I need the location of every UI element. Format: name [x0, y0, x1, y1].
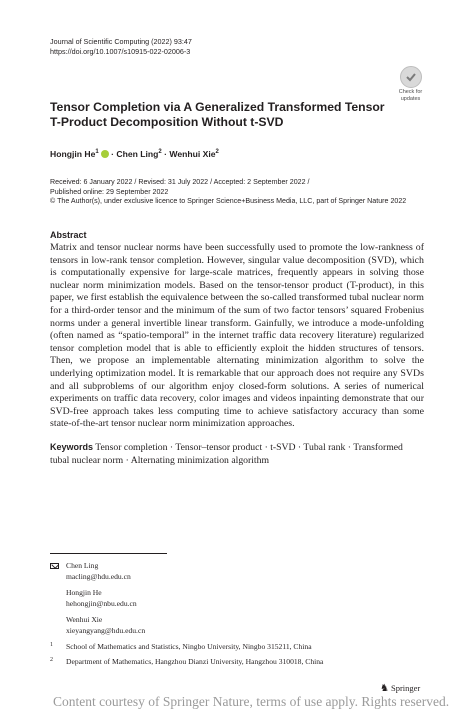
contact-email[interactable]: xieyangyang@hdu.edu.cn — [66, 625, 146, 635]
journal-header — [50, 37, 192, 56]
journal-citation: Journal of Scientific Computing (2022) 93:47 — [50, 37, 192, 46]
keywords-label: Keywords — [50, 442, 94, 452]
contact-entry — [50, 588, 145, 609]
contact-block — [50, 561, 145, 636]
title-line-1: Tensor Completion via A Generalized Transformed Tensor — [50, 100, 385, 114]
check-updates-icon — [400, 66, 422, 88]
affiliation-text: Department of Mathematics, Hangzhou Dianzi University, Hangzhou 310018, China — [66, 657, 324, 666]
contact-entry — [50, 615, 145, 636]
author-name[interactable]: Hongjin He — [50, 149, 96, 159]
copyright-line: © The Author(s), under exclusive licence to Springer Science+Business Media, LLC, part of Springer Nature 2022 — [50, 197, 407, 206]
author-separator: · — [111, 149, 114, 159]
abstract-heading: Abstract — [50, 230, 87, 240]
abstract-text: Matrix and tensor nuclear norms have been successfully used to promote the low-rankness of tensors in low-rank tensor completion. However, singular value decomposition (SVD), which is computationally expensive for large-scale matrices, frequently appears in solving those nuclear norm minimization models. Based on the tensor-tensor product (T-product), in this paper, we first establish the equivalence between the so-called transformed tubal nuclear norm for a third-order tensor and the minimum of the sum of two factor tensors’ squared Frobenius norms under a general invertible linear transform. Gainfully, we introduce a mode-unfolding (often named as “spatio-temporal” in the internet traffic data recovery literature) regularized tensor completion model that is able to efficiently exploit the hidden structures of tensors. Then, we propose an implementable alternating minimization algorithm to solve the underlying optimization model. It is remarkable that our approach does not require any SVDs and all subproblems of our algorithm enjoy closed-form solutions. A series of numerical experiments on traffic data recovery, color images and videos inpainting demonstrate that our SVD-free approach takes less computing time to achieve satisfactory accuracy than some state-of-the-art tensor nuclear norm minimization approaches. — [50, 242, 424, 430]
author-name[interactable]: Chen Ling — [116, 149, 159, 159]
orcid-icon[interactable] — [101, 150, 109, 158]
badge-line-1: Check for — [398, 89, 423, 95]
affiliation-sup: 2 — [50, 657, 53, 663]
springer-horse-icon: ♞ — [380, 683, 389, 694]
author-name[interactable]: Wenhui Xie — [169, 149, 216, 159]
affiliation-1 — [50, 642, 312, 652]
author-list — [50, 149, 219, 159]
keywords-section — [50, 441, 424, 467]
paper-title — [50, 100, 430, 130]
publication-dates — [50, 178, 450, 207]
contact-name: Wenhui Xie — [66, 615, 103, 624]
title-line-2: T-Product Decomposition Without t-SVD — [50, 115, 284, 129]
affiliation-sup: 1 — [50, 642, 53, 648]
publisher-name: Springer — [390, 683, 421, 693]
keywords-text: Tensor completion · Tensor–tensor product · t-SVD · Tubal rank · Transformed tubal nuclear norm · Alternating minimization algorithm — [50, 442, 403, 466]
courtesy-notice: Content courtesy of Springer Nature, terms of use apply. Rights reserved. — [53, 694, 450, 709]
contact-entry — [50, 561, 145, 582]
footnote-divider — [50, 553, 167, 554]
doi-link[interactable]: https://doi.org/10.1007/s10915-022-02006-3 — [50, 46, 191, 56]
affiliation-2 — [50, 657, 323, 667]
envelope-icon — [50, 563, 59, 569]
author-separator: · — [164, 149, 167, 159]
check-for-updates-badge[interactable] — [394, 66, 427, 104]
affiliation-text: School of Mathematics and Statistics, Ningbo University, Ningbo 315211, China — [66, 642, 312, 651]
contact-email[interactable]: hehongjin@nbu.edu.cn — [66, 598, 137, 608]
contact-name: Hongjin He — [66, 588, 102, 597]
contact-email[interactable]: macling@hdu.edu.cn — [66, 571, 131, 581]
dates-line-1: Received: 6 January 2022 / Revised: 31 July 2022 / Accepted: 2 September 2022 / — [50, 178, 310, 186]
author-affil-sup: 2 — [215, 149, 219, 156]
dates-line-2: Published online: 29 September 2022 — [50, 187, 169, 196]
springer-logo — [380, 683, 420, 694]
contact-name: Chen Ling — [66, 561, 99, 570]
badge-line-2: updates — [400, 96, 421, 102]
author-affil-sup: 2 — [158, 149, 162, 156]
author-affil-sup: 1 — [95, 149, 99, 156]
